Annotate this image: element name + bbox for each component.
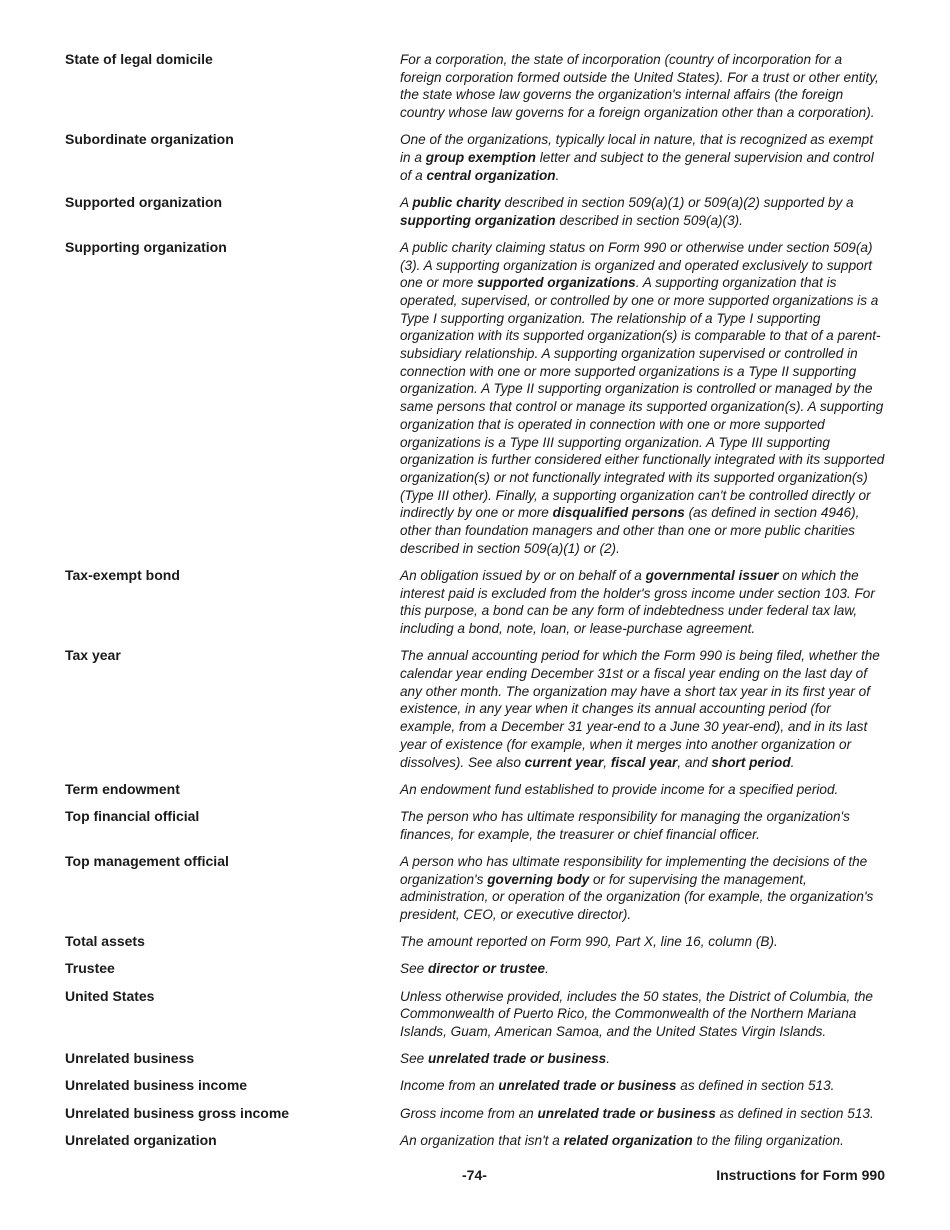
cross-reference-term: unrelated trade or business (537, 1105, 716, 1121)
glossary-entry (65, 1050, 885, 1068)
cross-reference-term: disqualified persons (552, 505, 685, 521)
cross-reference-term: related organization (563, 1132, 693, 1148)
cross-reference-term: unrelated trade or business (427, 1051, 607, 1067)
definition-text: See (400, 1051, 428, 1067)
definition-text: The amount reported on Form 990, Part X, line 16, column (B). (400, 934, 778, 950)
glossary-definition (400, 1077, 885, 1095)
cross-reference-term: public charity (412, 194, 501, 210)
glossary-term: Unrelated business (65, 1050, 195, 1067)
glossary-definition (400, 933, 885, 951)
cross-reference-term: governmental issuer (645, 567, 779, 583)
glossary-term: Unrelated business gross income (65, 1104, 290, 1121)
glossary-definition (400, 960, 885, 978)
glossary-entry (65, 781, 885, 799)
definition-text: , (603, 754, 611, 770)
glossary-list (65, 51, 885, 1159)
definition-text: (as defined in section 4946), other than foundation managers and other than one or more public charities described in section 509(a)(1) or (2). (400, 505, 860, 556)
glossary-term: Top financial official (65, 807, 200, 824)
glossary-definition (400, 1132, 885, 1150)
cross-reference-term: director or trustee (427, 961, 546, 977)
definition-text: Unless otherwise provided, includes the 50 states, the District of Columbia, the Commonwealth of Puerto Rico, the Commonwealth of the Northern Mariana Islands, Guam, American Samoa, and the United States Virgin Islands. (400, 988, 873, 1039)
definition-text: . (545, 961, 549, 977)
page-number: -74- (462, 1167, 487, 1183)
definition-text: For a corporation, the state of incorporation (country of incorporation for a foreign corporation formed outside the United States). For a trust or other entity, the state whose law governs the organization's internal affairs (the foreign country whose law governs for a foreign organization other than a corporation). (400, 52, 879, 121)
cross-reference-term: supporting organization (400, 212, 556, 228)
glossary-definition (400, 781, 885, 799)
definition-text: . (606, 1051, 611, 1067)
cross-reference-term: group exemption (425, 150, 536, 166)
glossary-term: United States (65, 987, 155, 1004)
glossary-term: Unrelated business income (65, 1077, 248, 1094)
definition-text: Income from an (400, 1078, 499, 1094)
cross-reference-term: short period (711, 754, 791, 770)
glossary-term: Total assets (65, 933, 145, 950)
glossary-definition (400, 853, 885, 924)
glossary-entry (65, 567, 885, 638)
definition-text: Gross income from an (400, 1105, 538, 1121)
glossary-definition (400, 1050, 885, 1068)
definition-text: See (400, 961, 428, 977)
definition-text: as defined in section 513. (715, 1105, 874, 1121)
definition-text: One of the organizations, typically local in nature, that is recognized as exempt in a (400, 132, 874, 166)
cross-reference-term: supported organizations (477, 275, 636, 291)
definition-text: An obligation issued by or on behalf of a (400, 567, 646, 583)
glossary-entry (65, 194, 885, 229)
cross-reference-term: current year (524, 754, 604, 770)
glossary-entry (65, 1132, 885, 1150)
glossary-definition (400, 988, 885, 1041)
definition-text: . (790, 754, 795, 770)
form-title: Instructions for Form 990 (716, 1167, 885, 1183)
glossary-definition (400, 567, 885, 638)
cross-reference-term: fiscal year (610, 754, 678, 770)
definition-text: , and (677, 754, 712, 770)
glossary-term: Subordinate organization (65, 131, 234, 148)
glossary-term: State of legal domicile (65, 51, 213, 67)
glossary-definition (400, 1105, 885, 1123)
glossary-term: Supporting organization (65, 238, 227, 255)
glossary-entry (65, 960, 885, 978)
definition-text: A (400, 194, 413, 210)
glossary-entry (65, 239, 885, 558)
definition-text: to the filing organization. (692, 1132, 844, 1148)
definition-text: The annual accounting period for which the Form 990 is being filed, whether the calendar year ending December 31st or a fiscal year ending on the last day of any other month. The organization may have a short tax year in its first year of existence, in any year when it changes its annual accounting period (for example, from a December 31 year-end to a June 30 year-end), and in its last year of existence (for example, when it merges into another organization or dissolves). See also (400, 648, 880, 770)
glossary-term: Trustee (65, 960, 115, 977)
cross-reference-term: governing body (487, 871, 590, 887)
definition-text: described in section 509(a)(3). (555, 212, 743, 228)
definition-text: A public charity claiming status on Form 990 or otherwise under section 509(a)(3). A supporting organization is organized and operated exclusively to support one or more (400, 239, 873, 291)
glossary-entry (65, 131, 885, 184)
definition-text: A person who has ultimate responsibility for implementing the decisions of the organization's (400, 853, 868, 887)
glossary-entry (65, 1105, 885, 1123)
definition-text: on which the interest paid is excluded from the holder's gross income under section 103. For this purpose, a bond can be any form of indebtedness under federal tax law, including a bond, note, loan, or lease-purchase agreement. (400, 567, 875, 637)
cross-reference-term: central organization (426, 167, 556, 183)
glossary-definition (400, 194, 885, 229)
glossary-entry (65, 51, 885, 122)
glossary-entry (65, 808, 885, 843)
definition-text: or for supervising the management, administration, or operation of the organization (for example, the organization's president, CEO, or executive director). (400, 871, 874, 922)
glossary-term: Tax year (65, 647, 121, 664)
definition-text: as defined in section 513. (676, 1078, 835, 1094)
glossary-term: Unrelated organization (65, 1131, 217, 1148)
glossary-term: Top management official (65, 852, 229, 869)
glossary-definition (400, 131, 885, 184)
definition-text: An endowment fund established to provide income for a specified period. (400, 781, 839, 797)
definition-text: . (555, 167, 560, 183)
glossary-definition (400, 647, 885, 771)
glossary-entry (65, 933, 885, 951)
glossary-entry (65, 988, 885, 1041)
definition-text: letter and subject to the general supervision and control of a (400, 150, 874, 183)
glossary-term: Supported organization (65, 193, 223, 210)
glossary-definition (400, 239, 885, 558)
glossary-entry (65, 853, 885, 924)
glossary-entry (65, 647, 885, 771)
glossary-definition (400, 808, 885, 843)
definition-text: The person who has ultimate responsibility for managing the organization's finances, for example, the treasurer or chief financial officer. (400, 808, 850, 842)
cross-reference-term: unrelated trade or business (498, 1078, 677, 1094)
definition-text: . A supporting organization that is operated, supervised, or controlled by one or more supported organizations is a Type I supporting organization. The relationship of a Type I supporting organization with its supported organization(s) is comparable to that of a parent-subsidiary relationship. A supporting organization supervised or controlled in connection with one or more supported organizations is a Type II supporting organization. A Type II supporting organization is controlled or managed by the same persons that control or manage its supported organization(s). A supporting organization that is operated in connection with one or more supported organizations is a Type III supporting organization. A Type III supporting organization is further considered either functionally integrated with its supported organization(s) or not functionally integrated with its supported organization(s) (Type III other). Finally, a supporting organization can't be controlled directly or indirectly by one or more (400, 275, 885, 521)
glossary-term: Tax-exempt bond (65, 566, 180, 583)
definition-text: described in section 509(a)(1) or 509(a)(2) supported by a (500, 194, 854, 210)
definition-text: An organization that isn't a (400, 1132, 564, 1148)
glossary-entry (65, 1077, 885, 1095)
glossary-definition (400, 51, 885, 122)
glossary-term: Term endowment (65, 780, 180, 797)
